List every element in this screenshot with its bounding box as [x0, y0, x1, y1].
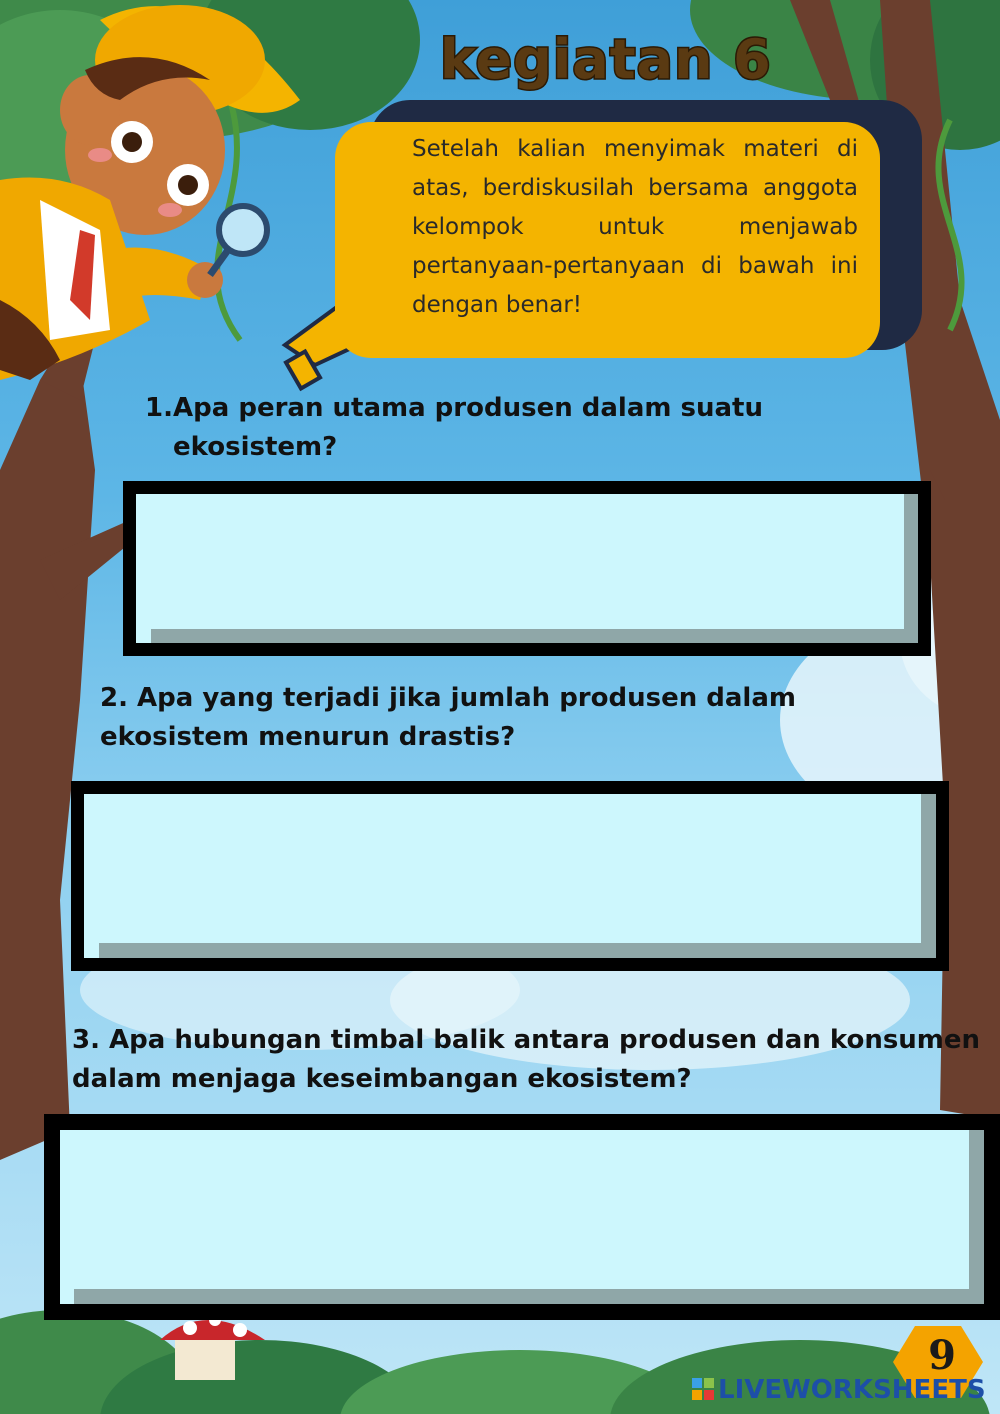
question-3-number: 3. [72, 1025, 100, 1055]
question-1-text: Apa peran utama produsen dalam suatu ekosistem? [173, 393, 763, 462]
question-2-number: 2. [100, 683, 128, 713]
answer-box-1-shade [904, 494, 918, 643]
answer-input-1[interactable] [136, 494, 918, 643]
question-1-number: 1. [145, 393, 173, 423]
page-title: kegiatan 6 [440, 28, 772, 91]
answer-box-2-shade-bottom [99, 943, 936, 958]
question-1 [145, 389, 885, 467]
answer-box-3[interactable] [44, 1114, 1000, 1320]
answer-input-2[interactable] [84, 794, 936, 958]
question-2-text: Apa yang terjadi jika jumlah produsen dalam ekosistem menurun drastis? [100, 683, 796, 752]
answer-box-2[interactable] [71, 781, 949, 971]
answer-box-3-shade-bottom [74, 1289, 984, 1304]
instruction-text: Setelah kalian menyimak materi di atas, berdiskusilah bersama anggota kelompok untuk menjawab pertanyaan-pertanyaan di bawah ini dengan benar! [412, 136, 858, 318]
brand-name[interactable]: LIVEWORKSHEETS [718, 1375, 986, 1405]
question-3 [72, 1021, 982, 1099]
answer-box-3-shade [969, 1130, 984, 1304]
page-number: 9 [928, 1332, 956, 1379]
answer-box-1-shade-bottom [151, 629, 918, 643]
question-3-text: Apa hubungan timbal balik antara produsen dan konsumen dalam menjaga keseimbangan ekosistem? [72, 1025, 981, 1094]
magnifier-icon [210, 206, 267, 275]
answer-box-2-shade [921, 794, 936, 958]
question-2 [100, 679, 920, 757]
answer-input-3[interactable] [60, 1130, 984, 1304]
answer-box-1[interactable] [123, 481, 931, 656]
liveworksheets-logo-icon [692, 1378, 714, 1400]
